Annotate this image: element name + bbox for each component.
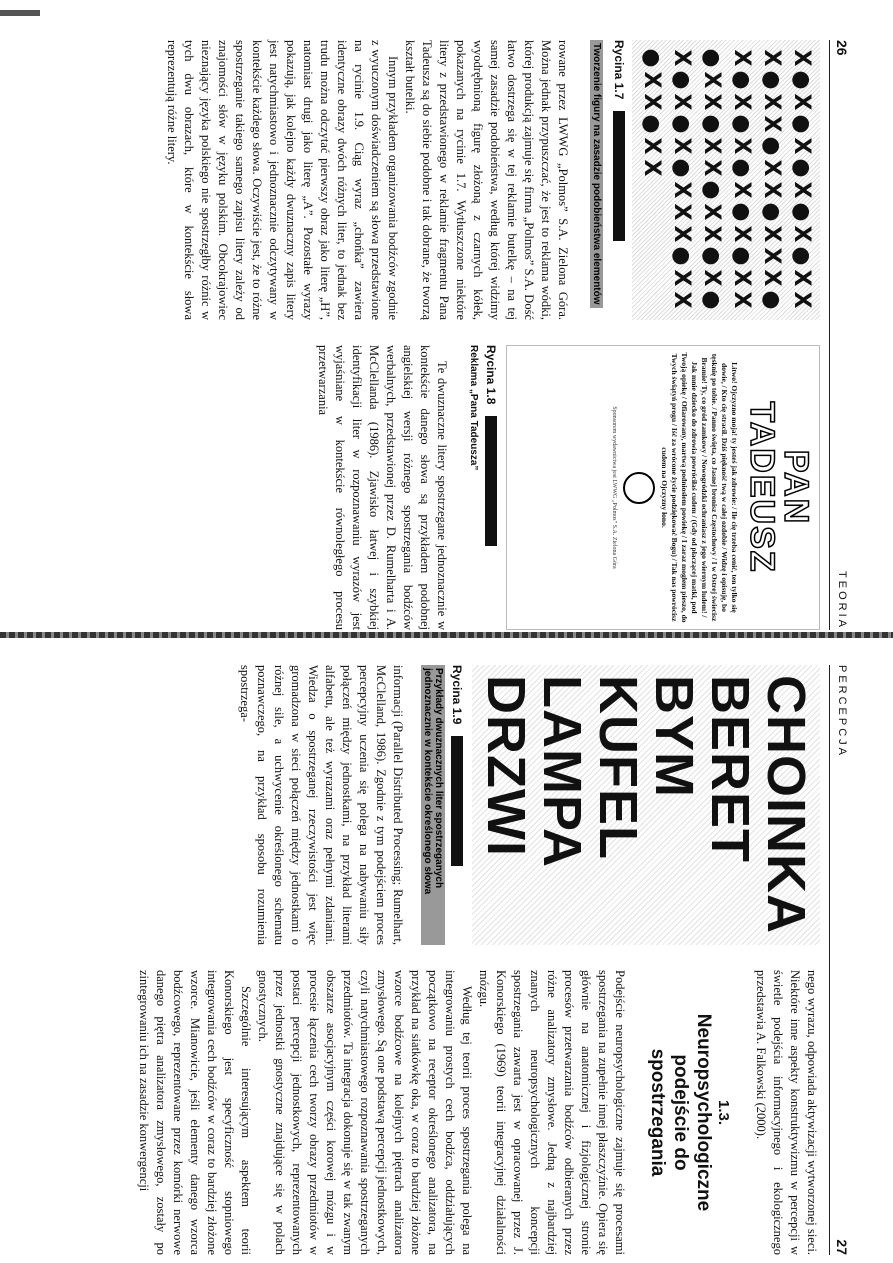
grid-x: X [759, 159, 784, 177]
grid-dot: ● [669, 70, 694, 90]
page-number: 26 [834, 40, 850, 56]
grid-dot: ● [759, 290, 784, 310]
figure-1-8-label-row [482, 345, 500, 630]
page-number: 27 [834, 1239, 850, 1255]
figure-1-9-caption: Przykłady dwuznacznych liter spostrzeganych jednoznacznie w kontekście określonego słowa [421, 665, 445, 945]
grid-x: X [789, 49, 814, 67]
scan-artifact [0, 10, 40, 16]
grid-x: X [759, 269, 784, 287]
section-number: 1.3. [715, 1099, 732, 1126]
grid-dot: ● [729, 158, 754, 178]
grid-dot: ● [699, 246, 724, 266]
grid-dot: ● [729, 202, 754, 222]
grid-x: X [639, 71, 664, 89]
grid-x: X [759, 247, 784, 265]
body-text-right-top [752, 970, 820, 1255]
page-26 [30, 40, 850, 630]
grid-dot: ● [729, 246, 754, 266]
grid-x: X [699, 203, 724, 221]
grid-x: X [669, 49, 694, 67]
paragraph: Innym przykładem organizowania bodźców zgodnie z wyuczonym doświadczeniem są słowa przedstawione na rycinie 1.9. Ciąg wyraz „chońka” zawiera identyczne obrazy dwóch różnych liter, to jednak bez trudu można odczytać pierwszy obraz jako literę „H”, natomiast drugi jako literę „A”. Pozostałe wyrazy pokazują, jak kolejno każdy dwuznaczny zapis litery jest natychmiastowo i jednoznacznie odczytywany w kontekście każdego słowa. Oczywiście jest, że to różne spostrzeganie takiego samego zapisu litery zależy od znajomości słów w języku polskim. Obcokrajowiec nieznający języka polskiego nie spostrzegłby różnic w tych dwu obrazach, które w kontekście słowa reprezentują różne litery. [165, 40, 400, 320]
grid-dot: ● [669, 246, 694, 266]
body-text-left [163, 40, 571, 320]
ad-sponsor: Sponsorem wydawnictwa jest LWWG „Polmos” S.A. Zielona Góra [611, 406, 617, 569]
grid-x: X [669, 269, 694, 287]
body-text-left [236, 665, 406, 945]
left-column [236, 665, 820, 945]
figure-1-8-advertisement [506, 345, 820, 630]
figure-bar [485, 416, 497, 546]
brand-seal-logo [623, 472, 655, 504]
figure-1-9-label-row [448, 665, 466, 945]
grid-x: X [669, 203, 694, 221]
grid-x: X [729, 181, 754, 199]
header-rule [829, 40, 830, 630]
paragraph: rowane przez LWWG „Polmos” S.A. Zielona Góra. Można jednak przypuszczać, że jest to reklama wódki, której produkcją zajmuje się firma „Polmos” S.A. Dość łatwo dostrzega się w tej reklamie butelkę – na tej samej zasadzie podobieństwa, według której widzimy wyodrębnioną figurę złożoną z czarnych kółek, pokazanych na rycinie 1.7. Wytłuszczone niektóre litery z przedstawionego w reklamie fragmentu Pana Tadeusza są do siebie podobne i tak dobrane, że tworzą kształt butelki. [403, 40, 570, 320]
grid-dot: ● [639, 114, 664, 134]
grid-x: X [669, 291, 694, 309]
grid-dot: ● [699, 290, 724, 310]
ad-title-line-1: PAN [777, 449, 815, 526]
grid-x: X [699, 71, 724, 89]
grid-x: X [729, 225, 754, 243]
grid-x: X [789, 269, 814, 287]
grid-dot: ● [669, 158, 694, 178]
running-head: PERCEPCJA [836, 665, 848, 759]
right-column [314, 345, 820, 630]
grid-x: X [669, 181, 694, 199]
grid-x: X [729, 291, 754, 309]
figure-bar [613, 111, 625, 241]
word: DRZWI [476, 675, 536, 857]
word: KUFEL [588, 675, 648, 860]
grid-dot: ● [699, 180, 724, 200]
grid-dot: ● [639, 48, 664, 68]
grid-x: X [759, 115, 784, 133]
right-column [135, 970, 820, 1255]
grid-dot: ● [669, 114, 694, 134]
grid-x: X [789, 225, 814, 243]
grid-x: X [759, 49, 784, 67]
grid-dot: ● [699, 114, 724, 134]
grid-x: X [669, 137, 694, 155]
page-fold [0, 632, 893, 638]
grid-x: X [789, 93, 814, 111]
grid-x: X [639, 159, 664, 177]
figure-1-9-words [472, 665, 820, 945]
grid-x: X [699, 137, 724, 155]
paragraph: Według tej teorii proces spostrzegania polega na integrowaniu prostych cech bodźca, oddziałujących początkowo na receptor określonego analizatora, na przykład na siatkówkę oka, w coraz to bardziej złożone wzorce bodźcowe na kolejnych piętrach analizatora zmysłowego. Są one podstawą percepcji jednostkowych, czyli natychmiastowego rozpoznawania spostrzeganych przedmiotów. Ta integracja dokonuje się w tak zwanym obszarze asocjacyjnym części korowej mózgu i w procesie łączenia cech tworzy obrazy przedmiotów w postaci percepcji jednostkowych, reprezentowanych przez jednostki gnostyczne znajdujące się w polach gnostycznych. [256, 970, 474, 1255]
grid-x: X [729, 93, 754, 111]
grid-dot: ● [759, 70, 784, 90]
left-column [163, 40, 820, 320]
body-text-right [314, 345, 450, 630]
paragraph: Te dwuznaczne litery spostrzegane jednoznacznie w kontekście danego słowa są przykładem podobnej angielskiej wersji różnego spostrzegania bodźców werbalnych, przedstawionej przez D. Rumelharta i A. McClellanda (1986). Zjawisko łatwej i szybkiej identyfikacji liter w rozpoznawaniu wyrazów jest wyjaśniane w kontekście równoległego procesu przetwarzania [316, 345, 449, 630]
grid-x: X [759, 181, 784, 199]
grid-dot: ● [789, 202, 814, 222]
grid-dot: ● [729, 70, 754, 90]
grid-x: X [729, 137, 754, 155]
paragraph: Szczególnie interesującym aspektem teorii Konorskiego jest specyficzność stopniowego integrowania cech bodźców w coraz to bardziej złożone wzorce. Mianowicie, jeśli elementy danego wzorca bodźcowego, reprezentowane przez komórki nerwowe danego piętra analizatora zmysłowego, zostały po zintegrowaniu ich na zasadzie konwergencji [137, 970, 253, 1255]
grid-dot: ● [789, 246, 814, 266]
ad-verse: Litwo! Ojczyzno moja! ty jesteś jak zdrowie: / Ile cię trzeba cenić, ten tylko się dowie, / Kto cię stracił. Dziś piękność twą w całej ozdobie / Widzę i opisuję, bo tęsknię po tobie. / Panno święta, co Jasnej bronisz Częstochowy / I w Ostrej świecisz Bramie! Ty, co gród zamkowy / Nowogródzki ochraniasz z jego wiernym ludem! / Jak mnie dziecko do zdrowia powróciłaś cudem / (Gdy od płaczącej matki, pod Twoją opiekę / Ofiarowany, martwą podniosłem powiekę / I zaraz mogłem pieszo, do Twych świątyń progu / Iść za wrócone życie podziękować Bogu) / Tak nas powrócisz cudem na Ojczyzny łono. [660, 352, 739, 623]
grid-x: X [699, 269, 724, 287]
grid-x: X [789, 137, 814, 155]
figure-bar [451, 736, 463, 866]
grid-dot: ● [789, 70, 814, 90]
word: BYM [644, 675, 704, 798]
grid-dot: ● [789, 158, 814, 178]
figure-1-7-label: Rycina 1.7 [612, 40, 626, 100]
paragraph: informacji (Parallel Distributed Processing; Rumelhart, McClelland, 1986). Zgodnie z tym podejściem proces percepcyjny uczenia się polega na nabywaniu siły połączeń między jednostkami, na przykład literami alfabetu, ale też wyrazami oraz pełnymi zdaniami. Wiedza o spostrzeganej rzeczywistości jest więc gromadzona w sieci połączeń między jednostkami o różnej sile, a uchwycenie określonego schematu poznawczego, na przykład sposobu rozumienia spostrzega- [238, 665, 405, 945]
grid-x: X [669, 225, 694, 243]
section-title: spostrzegania [647, 1048, 668, 1177]
word: BERET [700, 675, 760, 864]
grid-x: X [759, 225, 784, 243]
grid-x: X [759, 93, 784, 111]
section-heading [646, 970, 732, 1255]
figure-1-7-caption: Tworzenie figury na zasadzie podobieństwa elementów [590, 40, 603, 308]
grid-x: X [789, 291, 814, 309]
grid-dot: ● [759, 202, 784, 222]
figure-1-8-caption: Reklama „Pana Tadeusza” [468, 345, 479, 471]
grid-dot: ● [759, 136, 784, 156]
body-text-right [135, 970, 628, 1255]
header-rule [829, 665, 830, 1255]
grid-dot: ● [699, 48, 724, 68]
word: LAMPA [532, 675, 592, 868]
figure-1-8-label: Rycina 1.8 [484, 345, 498, 405]
grid-x: X [729, 49, 754, 67]
grid-x: X [699, 225, 724, 243]
grid-dot: ● [729, 114, 754, 134]
grid-x: X [639, 137, 664, 155]
figure-1-7-label-row [610, 40, 628, 320]
paragraph: nego wyrazu, odpowiada aktywizacji wytworzonej sieci. Niektóre inne aspekty konstruktywizmu w percepcji w świetle podejścia informacyjnego i ekologicznego przedstawia A. Falkowski (2000). [754, 970, 819, 1255]
section-title: Neuropsychologiczne [693, 1013, 714, 1212]
figure-1-9-label: Rycina 1.9 [450, 665, 464, 725]
grid-dot: ● [789, 114, 814, 134]
word: CHOINKA [756, 675, 816, 934]
paragraph: Podejście neuropsychologiczne zajmuje się procesami spostrzegania na zupełnie innej płaszczyźnie. Opiera się głównie na anatomicznej i fizjologicznej stronie procesów przetwarzania bodźców odbieranych przez różne analizatory zmysłowe. Jedną z najbardziej znanych neuropsychologicznych koncepcji spostrzegania zawarta jest w opracowanej przez J. Konorskiego (1969) teorii integracyjnej działalności mózgu. [477, 970, 627, 1255]
grid-x: X [639, 93, 664, 111]
page-27 [30, 665, 850, 1255]
ad-title-line-2: TADEUSZ [743, 401, 781, 574]
grid-x: X [729, 269, 754, 287]
section-title: podejście do [670, 1054, 691, 1171]
running-head: TEORIA [836, 571, 848, 630]
figure-1-7-grid [632, 40, 820, 320]
grid-x: X [789, 181, 814, 199]
grid-x: X [699, 93, 724, 111]
grid-x: X [669, 93, 694, 111]
grid-x: X [699, 159, 724, 177]
